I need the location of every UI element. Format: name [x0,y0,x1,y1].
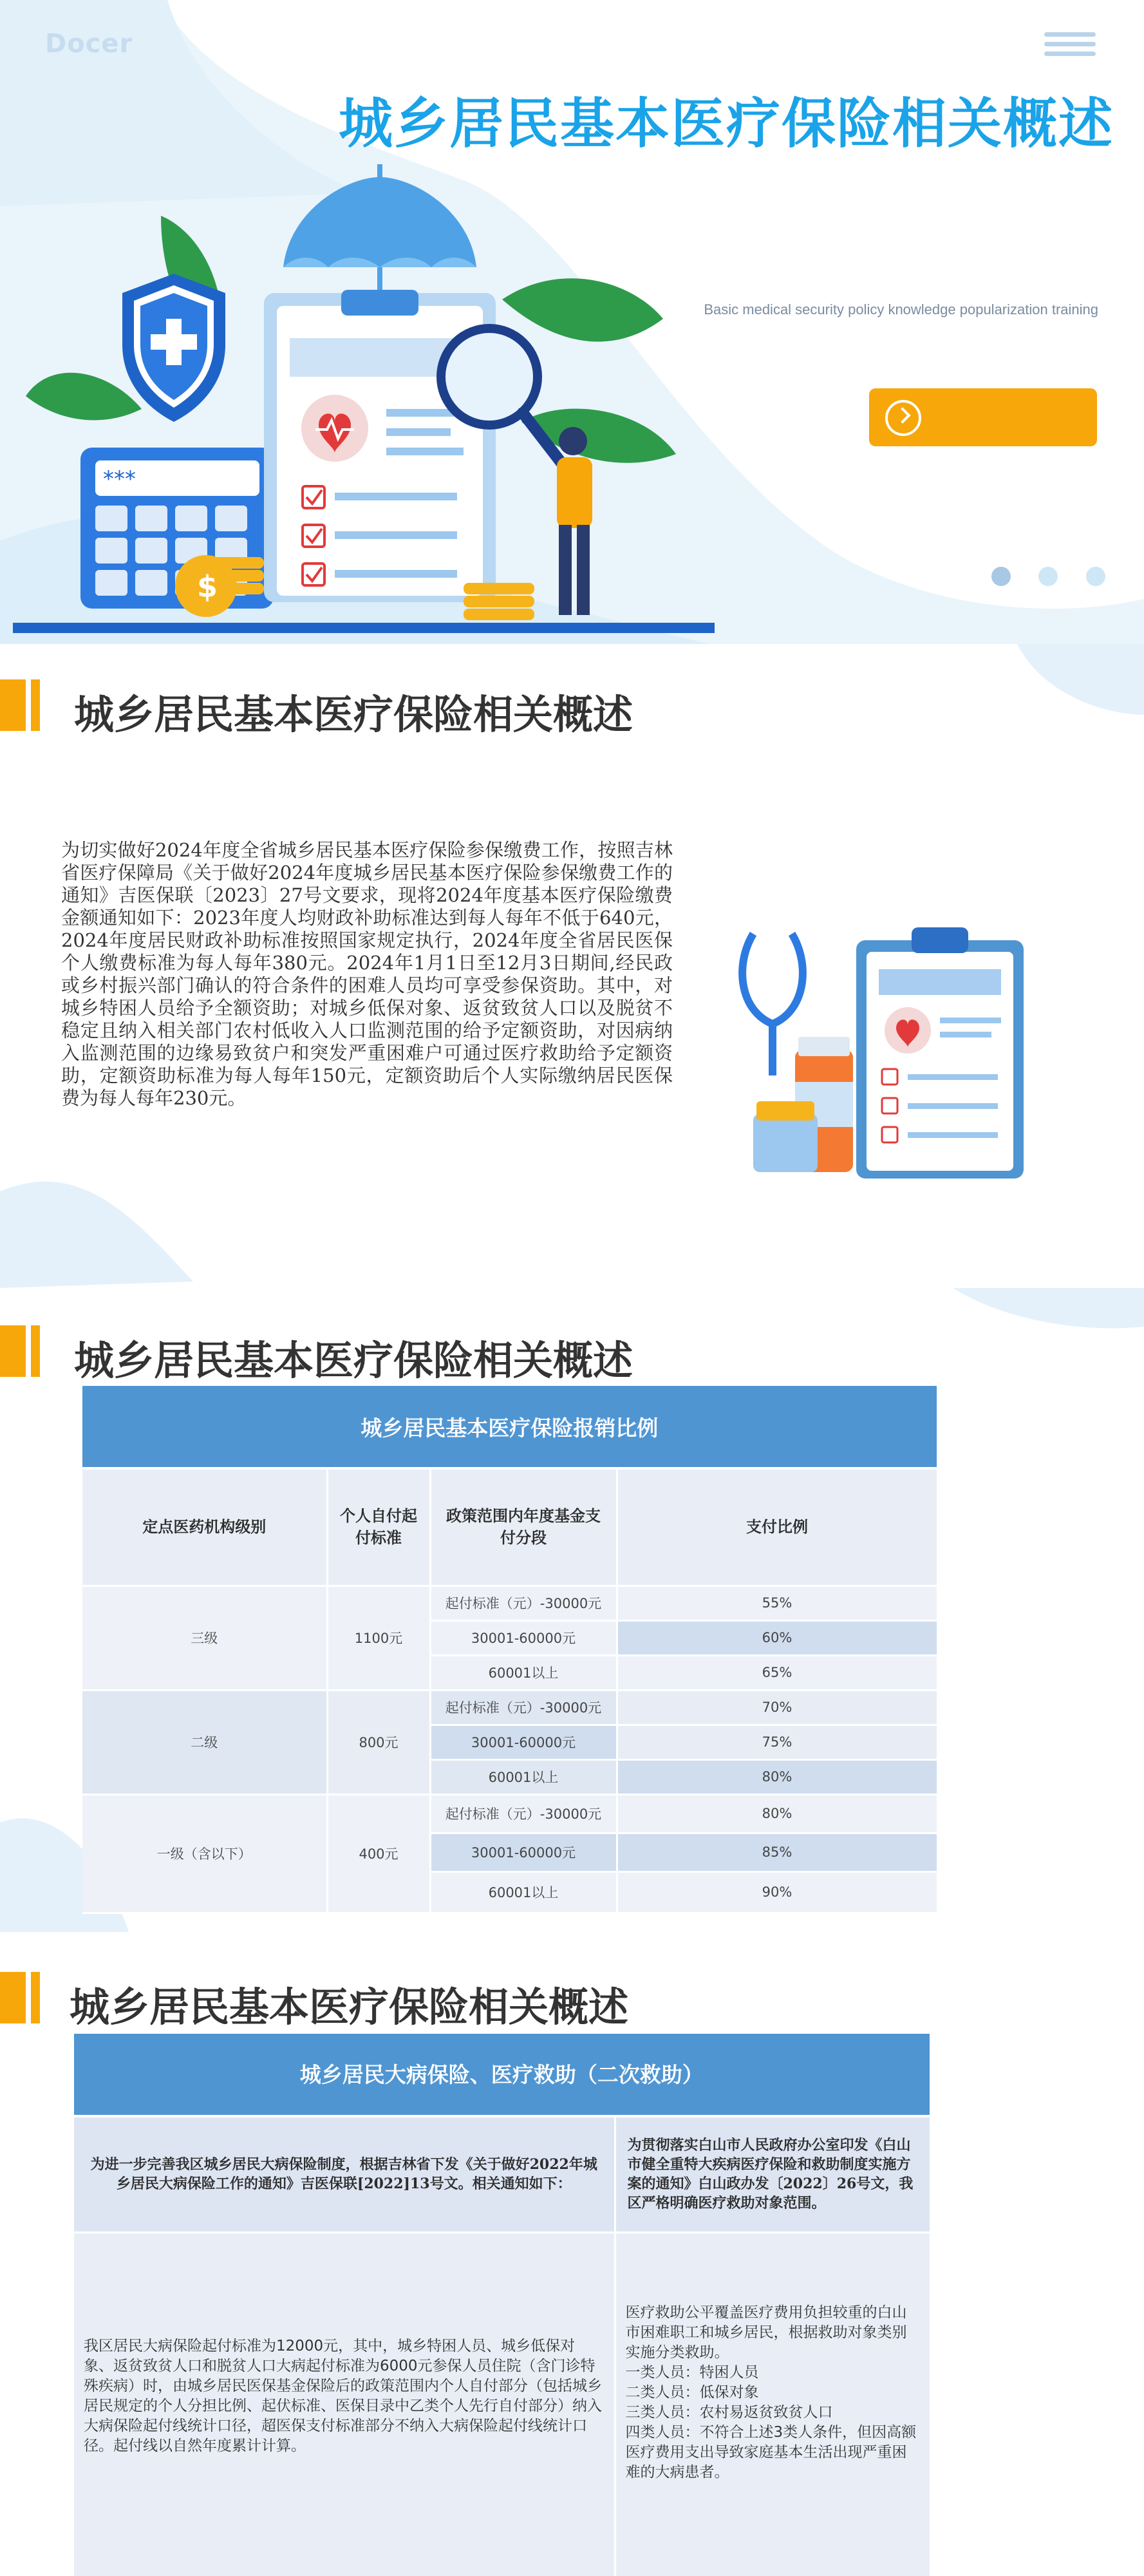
column-header: 支付比例 [617,1468,937,1586]
table-row [82,1794,937,1833]
ratio-cell: 90% [617,1871,937,1913]
section-title: 城乡居民基本医疗保险相关概述 [70,1984,629,2031]
segment-cell: 起付标准（元）-30000元 [430,1690,617,1725]
segment-cell: 30001-60000元 [430,1620,617,1655]
segment-cell: 起付标准（元）-30000元 [430,1794,617,1833]
segment-cell: 60001以上 [430,1655,617,1690]
medical-clipboard-illustration [734,914,1036,1185]
carousel-dot-2[interactable] [1038,567,1058,586]
docer-logo: Docer [45,29,133,59]
ratio-cell: 65% [617,1655,937,1690]
hero-banner [0,0,1144,644]
aid-line: 二类人员：低保对象 [625,2383,759,2401]
ratio-cell: 75% [617,1725,937,1759]
critical-illness-table [74,2034,932,2576]
ratio-cell: 80% [617,1794,937,1833]
hospital-level-cell: 三级 [82,1586,327,1690]
table-row [82,1690,937,1725]
carousel-dot-1[interactable] [991,567,1011,586]
premium-notice-paragraph: 为切实做好2024年度全省城乡居民基本医疗保险参保缴费工作，按照吉林省医疗保障局《关于做好2024年度城乡居民基本医疗保险参保缴费工作的通知》吉医保联〔2023〕27号文要求，现将2024年度基本医疗保险缴费金额通知如下：2023年度人均财政补助标准达到每人每年不低于640元，2024年度居民财政补助标准按照国家规定执行，2024年度全省居民医保个人缴费标准为每人每年380元。2024年1月1日至12月3日期间,经民政或乡村振兴部门确认的符合条件的困难人员均可享受参保资助。其中，对城乡特困人员给予全额资助；对城乡低保对象、返贫致贫人口以及脱贫不稳定且纳入相关部门农村低收入人口监测范围的给予定额资助，对因病纳入监测范围的边缘易致贫户和突发严重困难户可通过医疗救助给予定额资助，定额资助标准为每人每年150元，定额资助后个人实际缴纳居民医保费为每人每年230元。 [61,839,673,1109]
carousel-dot-3[interactable] [1086,567,1105,586]
column-header: 政策范围内年度基金支付分段 [430,1468,617,1586]
hero-next-button[interactable] [869,388,1097,446]
svg-text:***: *** [103,466,136,492]
table-row [82,1586,937,1620]
column-header: 定点医药机构级别 [82,1468,327,1586]
svg-text:$: $ [197,569,218,604]
table-caption: 城乡居民大病保险、医疗救助（二次救助） [74,2034,930,2116]
medical-aid-header: 为贯彻落实白山市人民政府办公室印发《白山市健全重特大疾病医疗保险和救助制度实施方案的通知》白山政办发〔2022〕26号文，我区严格明确医疗救助对象范围。 [615,2116,930,2232]
threshold-cell: 400元 [327,1794,430,1913]
table-caption: 城乡居民基本医疗保险报销比例 [82,1386,937,1468]
clipboard-icon [856,927,1024,1179]
ratio-cell: 70% [617,1690,937,1725]
hospital-level-cell: 一级（含以下） [82,1794,327,1913]
critical-illness-header: 为进一步完善我区城乡居民大病保险制度，根据吉林省下发《关于做好2022年城乡居民大病保险工作的通知》吉医保联[2022]13号文。相关通知如下： [74,2116,615,2232]
shield-icon [122,274,225,422]
hero-subtitle: Basic medical security policy knowledge popularization training [704,301,1098,317]
segment-cell: 起付标准（元）-30000元 [430,1586,617,1620]
ground-line [13,623,715,633]
ratio-cell: 55% [617,1586,937,1620]
aid-line: 医疗救助公平覆盖医疗费用负担较重的白山市困难职工和城乡居民，根据救助对象类别实施分类救助。 [625,2304,907,2361]
pill-jar-icon [753,1114,818,1172]
segment-cell: 30001-60000元 [430,1725,617,1759]
ratio-cell: 60% [617,1620,937,1655]
ratio-cell: 80% [617,1759,937,1794]
section-title: 城乡居民基本医疗保险相关概述 [74,691,633,738]
column-header: 个人自付起付标准 [327,1468,430,1586]
threshold-cell: 800元 [327,1690,430,1794]
segment-cell: 30001-60000元 [430,1833,617,1871]
aid-line: 四类人员：不符合上述3类人条件，但因高额医疗费用支出导致家庭基本生活出现严重困难的大病患者。 [625,2423,917,2481]
ratio-cell: 85% [617,1833,937,1871]
section-title: 城乡居民基本医疗保险相关概述 [74,1337,633,1384]
hospital-level-cell: 二级 [82,1690,327,1794]
segment-cell: 60001以上 [430,1871,617,1913]
stethoscope-icon [742,934,803,1075]
hamburger-menu-icon[interactable] [1044,32,1096,59]
segment-cell: 60001以上 [430,1759,617,1794]
hero-title: 城乡居民基本医疗保险相关概述 [338,91,1114,155]
reimbursement-ratio-table [82,1386,939,1914]
medical-aid-body [615,2232,930,2576]
medical-insurance-illustration [13,164,721,641]
aid-line: 一类人员：特困人员 [625,2363,759,2381]
critical-illness-body: 我区居民大病保险起付标准为12000元，其中，城乡特困人员、城乡低保对象、返贫致贫人口和脱贫人口大病起付标准为6000元参保人员住院（含门诊特殊疾病）时，由城乡居民医保基金保险后的政策范围内个人自付部分（包括城乡居民规定的个人分担比例、起伏标准、医保目录中乙类个人先行自付部分）纳入大病保险起付线统计口径，超医保支付标准部分不纳入大病保险起付线统计口径。起付线以自然年度累计计算。 [74,2232,615,2576]
threshold-cell: 1100元 [327,1586,430,1690]
aid-line: 三类人员：农村易返贫致贫人口 [625,2403,833,2421]
